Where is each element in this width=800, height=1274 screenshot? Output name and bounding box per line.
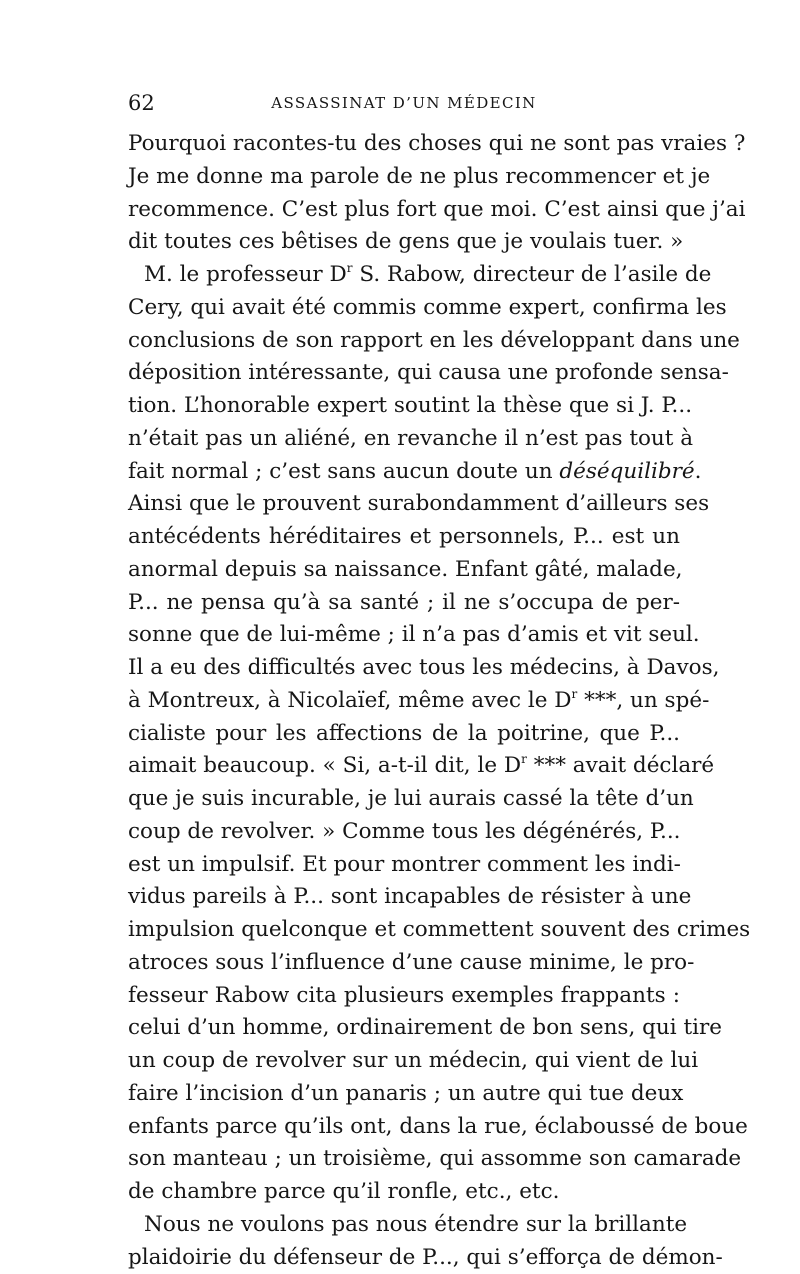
text-line: fesseur Rabow cita plusieurs exemples frappants : — [128, 980, 680, 1013]
text-line: coup de revolver. » Comme tous les dégénérés, P... — [128, 816, 680, 849]
text-line: tion. L’honorable expert soutint la thèse que si J. P... — [128, 390, 680, 423]
text-line: antécédents héréditaires et personnels, P... est un — [128, 521, 680, 554]
text-line: Ainsi que le prouvent surabondamment d’ailleurs ses — [128, 488, 680, 521]
text-line: impulsion quelconque et commettent souvent des crimes — [128, 914, 680, 947]
text-line: atroces sous l’influence d’une cause minime, le pro- — [128, 947, 680, 980]
text-line: enfants parce qu’ils ont, dans la rue, éclaboussé de boue — [128, 1111, 680, 1144]
text-line: vidus pareils à P... sont incapables de résister à une — [128, 881, 680, 914]
text-line: n’était pas un aliéné, en revanche il n’est pas tout à — [128, 423, 680, 456]
text-line: recommence. C’est plus fort que moi. C’est ainsi que j’ai — [128, 194, 680, 227]
text-line: fait normal ; c’est sans aucun doute un déséquilibré. — [128, 456, 680, 489]
text-line: dit toutes ces bêtises de gens que je voulais tuer. » — [128, 226, 680, 259]
text-line: son manteau ; un troisième, qui assomme son camarade — [128, 1143, 680, 1176]
text-line: à Montreux, à Nicolaïef, même avec le $D^r$ ***, un spé- — [128, 685, 680, 718]
page-number: 62 — [128, 88, 155, 118]
text-line: faire l’incision d’un panaris ; un autre qui tue deux — [128, 1078, 680, 1111]
text-line: cialiste pour les affections de la poitrine, que P... — [128, 718, 680, 751]
text-line: P... ne pensa qu’à sa santé ; il ne s’occupa de per- — [128, 587, 680, 620]
text-line: celui d’un homme, ordinairement de bon sens, qui tire — [128, 1012, 680, 1045]
text-line: de chambre parce qu’il ronfle, etc., etc. — [128, 1176, 680, 1209]
text-line: plaidoirie du défenseur de P..., qui s’efforça de démon- — [128, 1242, 680, 1274]
page-header — [128, 88, 680, 118]
text-line: Nous ne voulons pas nous étendre sur la brillante — [128, 1209, 680, 1242]
running-head: ASSASSINAT D’UN MÉDECIN — [128, 88, 680, 118]
text-line: conclusions de son rapport en les développant dans une — [128, 325, 680, 358]
text-line: anormal depuis sa naissance. Enfant gâté, malade, — [128, 554, 680, 587]
text-line: Je me donne ma parole de ne plus recommencer et je — [128, 161, 680, 194]
text-line: sonne que de lui-même ; il n’a pas d’amis et vit seul. — [128, 619, 680, 652]
text-line: que je suis incurable, je lui aurais cassé la tête d’un — [128, 783, 680, 816]
text-line: Cery, qui avait été commis comme expert, confirma les — [128, 292, 680, 325]
text-line: aimait beaucoup. « Si, a-t-il dit, le $D^r$ *** avait déclaré — [128, 750, 680, 783]
text-line: déposition intéressante, qui causa une profonde sensa- — [128, 357, 680, 390]
text-line: Il a eu des difficultés avec tous les médecins, à Davos, — [128, 652, 680, 685]
text-line: un coup de revolver sur un médecin, qui vient de lui — [128, 1045, 680, 1078]
text-line: Pourquoi racontes-tu des choses qui ne sont pas vraies ? — [128, 128, 680, 161]
text-line: est un impulsif. Et pour montrer comment les indi- — [128, 849, 680, 882]
text-line: M. le professeur $D^r$ S. Rabow, directeur de l’asile de — [128, 259, 680, 292]
body-text — [128, 128, 680, 1274]
